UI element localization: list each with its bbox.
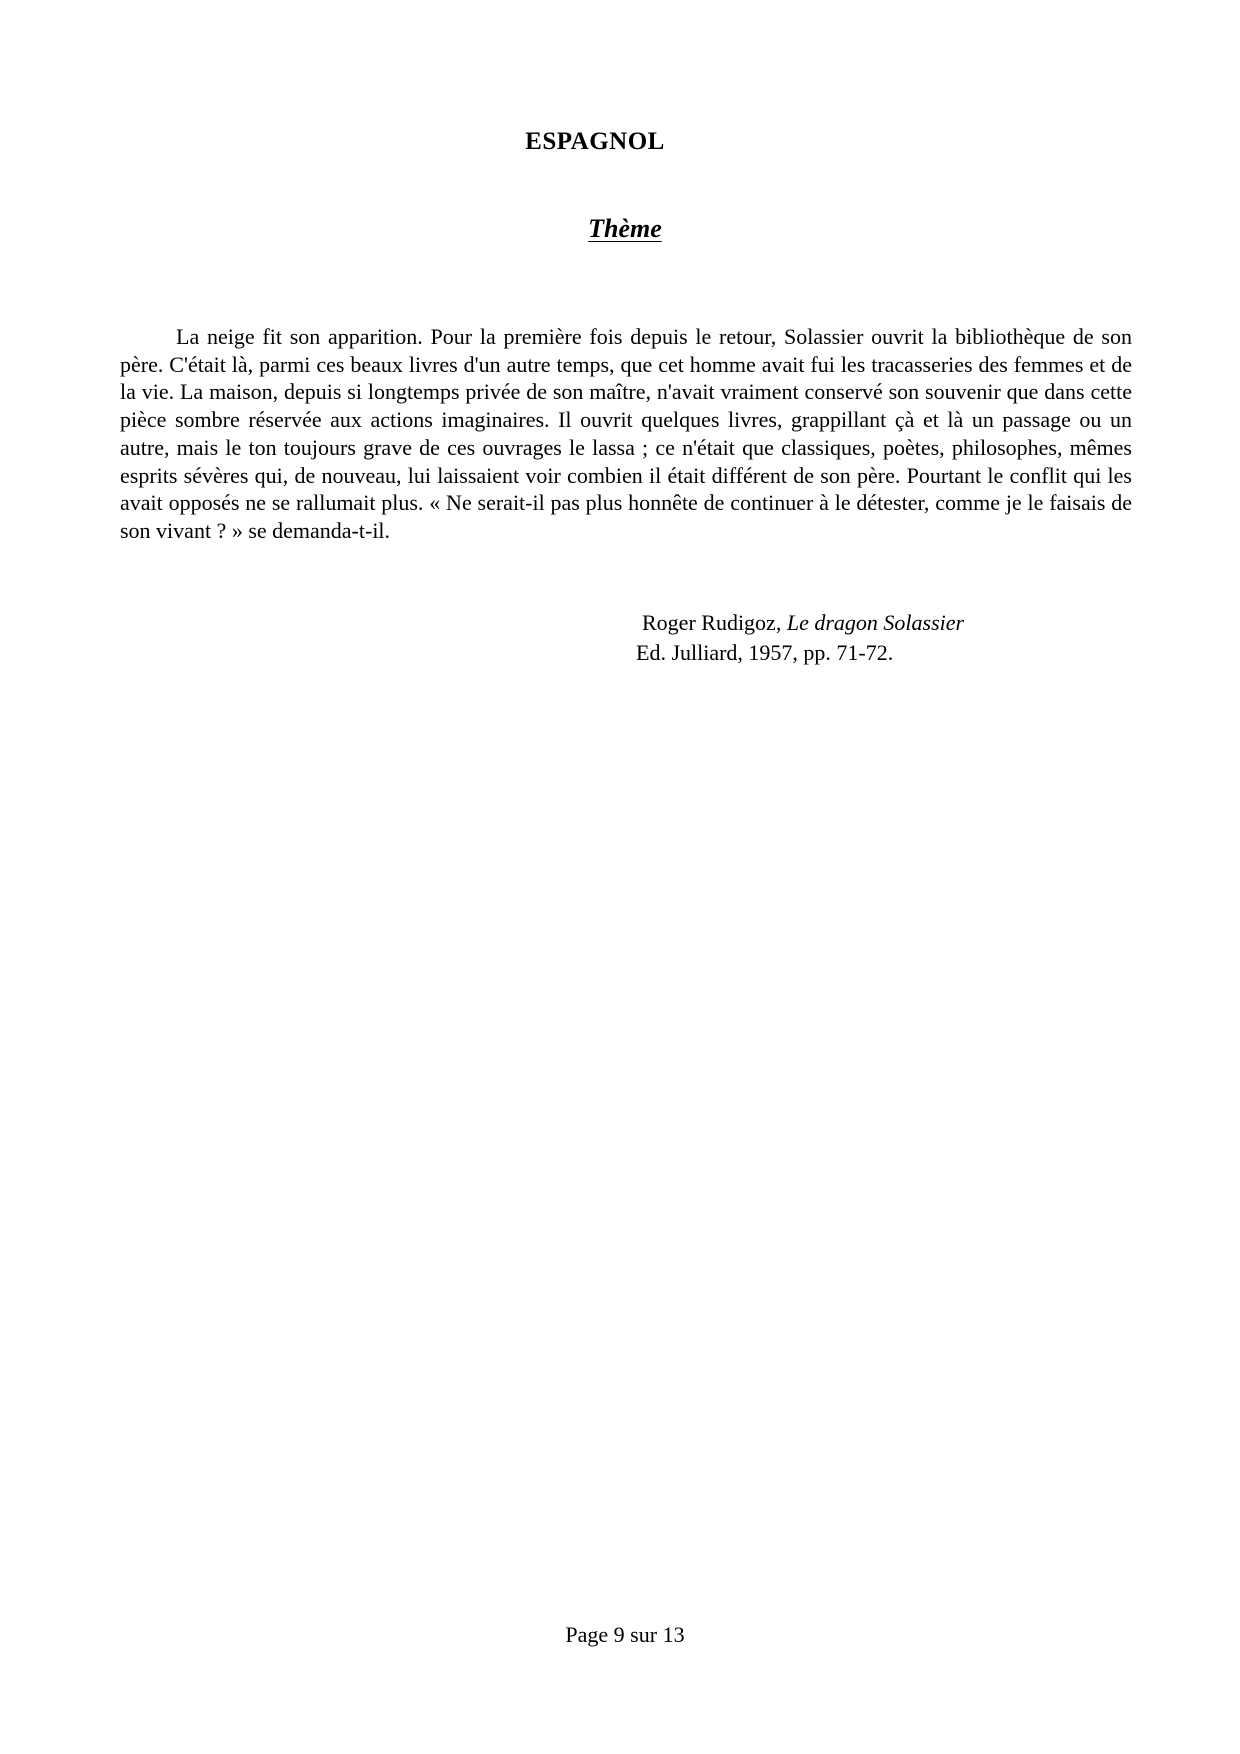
citation-author: Roger Rudigoz, [642,610,787,635]
citation-author-line [636,608,964,638]
section-subtitle [0,214,1240,244]
citation [636,608,964,668]
page-number-footer: Page 9 sur 13 [565,1622,685,1647]
theme-paragraph: La neige fit son apparition. Pour la première fois depuis le retour, Solassier ouvrit la bibliothèque de son père. C'était là, parmi ces beaux livres d'un autre temps, que cet homme avait fui les tracasseries des femmes et de la vie. La maison, depuis si longtemps privée de son maître, n'avait vraiment conservé son souvenir que dans cette pièce sombre réservée aux actions imaginaires. Il ouvrit quelques livres, grappillant çà et là un passage ou un autre, mais le ton toujours grave de ces ouvrages le lassa ; ce n'était que classiques, poètes, philosophes, mêmes esprits sévères qui, de nouveau, lui laissaient voir combien il était différent de son père. Pourtant le conflit qui les avait opposés ne se rallumait plus. « Ne serait-il pas plus honnête de continuer à le détester, comme je le faisais de son vivant ? » se demanda-t-il. [120,324,1132,543]
page-title: ESPAGNOL [525,128,665,155]
citation-publisher: Ed. Julliard, 1957, pp. 71-72. [636,640,894,665]
citation-book-title: Le dragon Solassier [786,610,965,635]
subtitle-text: Thème [588,214,662,243]
